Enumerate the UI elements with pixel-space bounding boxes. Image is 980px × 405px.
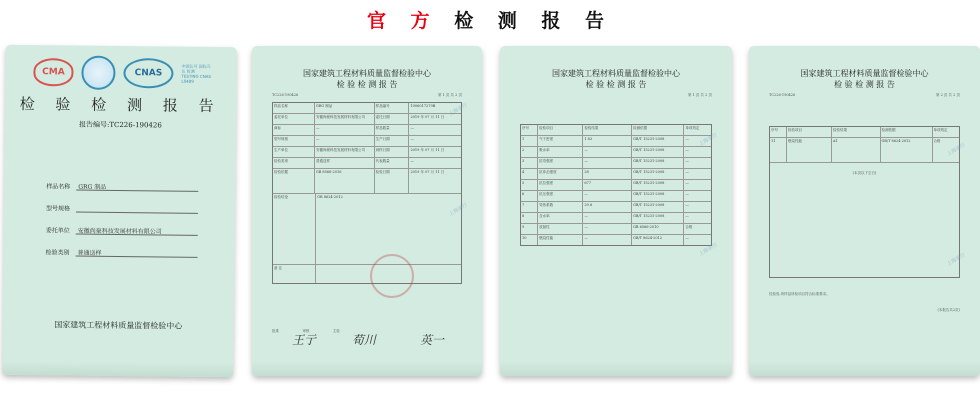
signature-labels: 批准 审核 主检 [272, 329, 340, 333]
table-cell: 677 [583, 180, 632, 190]
page-meta: TC226-190426 第 1 页 共 2 页 [272, 93, 462, 97]
table-row: 型号规格 — 生产日期 — [273, 136, 461, 147]
table-cell: 2 [521, 147, 538, 157]
table-cell: 合格 [685, 225, 693, 229]
table-cell: 10 [521, 235, 538, 245]
table-cell: 抗冲击强度 [538, 169, 583, 179]
signature: 王亍 [292, 333, 317, 347]
table-cell: 燃烧性能 [538, 235, 583, 245]
table-cell: GB 6566-2010 [632, 224, 684, 234]
table-cell: — [685, 236, 689, 240]
table-cell: — [685, 170, 689, 174]
report-results-page [500, 46, 732, 376]
results-table [520, 124, 712, 246]
table-row [521, 169, 711, 180]
report-summary-page [252, 46, 482, 376]
table-cell: 抗压强度 [538, 191, 583, 201]
watermark: 上海承行 [946, 142, 967, 158]
cnas-caption: 中国认可 国际互认 检测 TESTING CNAS L0489 [181, 63, 212, 84]
table-cell: — [685, 203, 689, 207]
field-row: 型号规格 [46, 203, 198, 214]
page-end-note: (本报告共2页) [937, 308, 960, 312]
table-cell: GB/T 15231-2008 [632, 202, 684, 212]
table-row: 商标 — 样品数量 — [273, 125, 461, 136]
table-cell: 吸水率 [538, 147, 583, 157]
table-row [521, 202, 711, 213]
table-cell: — [583, 147, 632, 157]
table-cell: 28 [583, 169, 632, 179]
watermark: 上海承行 [698, 242, 719, 258]
table-cell: 3 [521, 158, 538, 168]
table-cell: 放射性 [538, 224, 583, 234]
table-cell: 5 [521, 180, 538, 190]
results-table [769, 126, 960, 278]
table-header-row: 序号 检验项目 检验结果 检测依据 单项判定 [521, 125, 711, 136]
table-cell: — [685, 137, 689, 141]
table-cell: GB/T 15231-2008 [632, 169, 684, 179]
page-header: 国家建筑工程材料质量监督检验中心 检 验 检 测 报 告 [552, 69, 680, 89]
table-row [521, 147, 711, 158]
signature: 英一 [420, 333, 445, 347]
table-cell: — [583, 224, 632, 234]
table-cell: — [685, 192, 689, 196]
table-row [521, 191, 711, 202]
table-cell: GB/T 15231-2008 [632, 158, 684, 168]
page-header: 国家建筑工程材料质量监督检验中心 检 验 检 测 报 告 [800, 69, 929, 89]
table-row [521, 224, 711, 235]
table-cell: GB/T 8624-2012 [632, 235, 684, 245]
watermark: 上海承行 [946, 252, 967, 268]
table-row [521, 136, 711, 147]
table-cell: — [583, 213, 632, 223]
table-row: 样品名称 GRG 制品 样品编号 1906017279B [273, 103, 461, 114]
field-row: 样品名称 GRG 制品 [46, 181, 198, 192]
table-cell: — [583, 158, 632, 168]
page-meta: TC226-190426 第 2 页 共 2 页 [769, 93, 960, 97]
table-row [521, 158, 711, 169]
table-row: 委托单位 安徽尚豪科技发展材料有限公司 委托日期 2019 年 07 月 11 日 [273, 114, 461, 125]
table-row [521, 213, 711, 224]
table-row: 检验类别 普通送样 代表数量 — [273, 158, 461, 169]
table-row: 检验结论 GB 8624-2012 [273, 194, 461, 265]
field-row: 检验类别 普通送样 [46, 247, 198, 258]
table-cell: — [583, 235, 632, 245]
table-row [521, 180, 711, 191]
info-table [272, 102, 462, 284]
table-cell: 8 [521, 213, 538, 223]
table-cell: GB/T 15231-2008 [632, 180, 684, 190]
table-cell: GB/T 15231-2008 [632, 213, 684, 223]
title-official: 官 方 [366, 10, 439, 32]
table-cell: 气干密度 [538, 136, 583, 146]
globe-icon [81, 56, 115, 90]
report-heading: 检 验 检 测 报 告 [19, 94, 222, 116]
table-cell: 29.8 [583, 202, 632, 212]
field-row: 委托单位 安徽尚豪科技发展材料有限公司 [46, 225, 198, 236]
page-meta: 第 1 页 共 2 页 [687, 93, 712, 97]
conclusion-note: 经检验,该样品所检项目符合标准要求。 [769, 292, 830, 296]
issuer-footer: 国家建筑工程材料质量监督检验中心 [54, 320, 183, 331]
report-final-page [749, 46, 980, 376]
table-cell: 6 [521, 191, 538, 201]
table-cell: GB/T 15231-2008 [632, 147, 684, 157]
blank-note: (本页以下空白) [852, 171, 877, 175]
table-cell: 1.83 [583, 136, 632, 146]
report-cover [2, 45, 236, 377]
watermark: 上海承行 [448, 102, 469, 118]
table-cell: — [685, 214, 689, 218]
table-cell: 抗拉强度 [538, 180, 583, 190]
page-title [0, 6, 980, 33]
page-header: 国家建筑工程材料质量监督检验中心 检 验 检 测 报 告 [303, 69, 431, 89]
table-cell: GB/T 15231-2008 [632, 136, 684, 146]
table-cell: — [685, 159, 689, 163]
watermark: 上海承行 [448, 202, 469, 218]
table-row: 生产单位 安徽尚豪科技发展材料有限公司 到样日期 2019 年 07 月 11 日 [273, 147, 461, 158]
table-cell: 导热系数 [538, 202, 583, 212]
table-cell: — [685, 181, 689, 185]
cnas-logo: CNAS [123, 58, 173, 89]
title-report: 检 测 报 告 [454, 10, 614, 32]
table-cell: 4 [521, 169, 538, 179]
table-cell: — [685, 148, 689, 152]
certification-logos [33, 55, 211, 91]
table-cell: — [583, 191, 632, 201]
signature: 荀川 [352, 333, 377, 347]
table-row: 备 注 [273, 265, 461, 283]
table-row [521, 235, 711, 245]
table-cell: 含水率 [538, 213, 583, 223]
table-header-row: 序号 检验项目 检验结果 检测依据 单项判定 [770, 127, 959, 138]
table-cell: 7 [521, 202, 538, 212]
table-row: 11 燃烧性能 A1 GB/T 8624-2012 合格 [770, 138, 959, 163]
table-cell: 抗弯强度 [538, 158, 583, 168]
table-cell: 9 [521, 224, 538, 234]
table-cell: GB/T 15231-2008 [632, 191, 684, 201]
cma-logo: CMA [33, 58, 73, 86]
official-seal [370, 254, 414, 298]
watermark: 上海承行 [698, 132, 719, 148]
table-cell: 1 [521, 136, 538, 146]
table-row: 检验依据 GB 8566-2016 检验日期 2019 年 07 月 11 日 [273, 169, 461, 194]
report-number: 报告编号:TC226-190426 [78, 120, 162, 130]
